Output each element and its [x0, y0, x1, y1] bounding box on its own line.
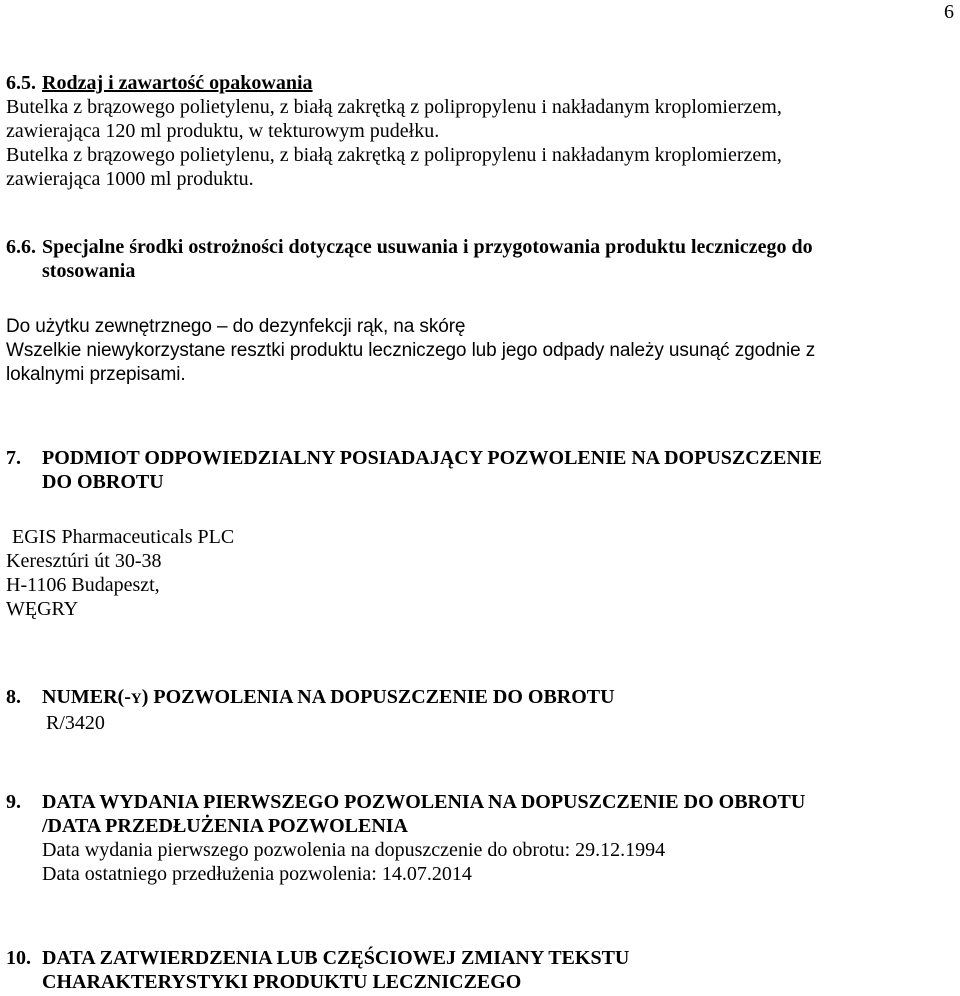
- section-7-address: [6, 525, 950, 621]
- section-6-6-title-line-1: Specjalne środki ostrożności dotyczące usuwania i przygotowania produktu leczniczego do: [42, 236, 813, 258]
- section-6-6-heading: [6, 235, 950, 259]
- section-6-5-heading: [6, 71, 950, 95]
- section-8-title-b: Y: [130, 691, 142, 707]
- address-street: Keresztúri út 30-38: [6, 550, 162, 572]
- section-6-6-line-2: Wszelkie niewykorzystane resztki produktu leczniczego lub jego odpady należy usunąć zgodnie z: [6, 340, 816, 361]
- address-country: WĘGRY: [6, 598, 79, 620]
- section-8-heading: [6, 685, 950, 711]
- section-9-heading: [6, 790, 950, 814]
- section-6-6-line-3: lokalnymi przepisami.: [6, 364, 186, 385]
- address-city: H-1106 Budapeszt,: [6, 574, 160, 596]
- section-10-heading: [6, 946, 950, 970]
- section-7-title-line-2: DO OBROTU: [42, 471, 164, 493]
- section-10-title-line-1: DATA ZATWIERDZENIA LUB CZĘŚCIOWEJ ZMIANY TEKSTU: [42, 947, 630, 969]
- address-company: EGIS Pharmaceuticals PLC: [12, 526, 235, 548]
- authorization-number: R/3420: [46, 712, 105, 734]
- section-6-6-number: 6.6.: [6, 236, 36, 258]
- section-10: [6, 946, 950, 994]
- section-6-6-title-line-2: stosowania: [42, 260, 136, 282]
- section-6-5-line-4: zawierająca 1000 ml produktu.: [6, 168, 254, 190]
- section-6-6: [6, 235, 950, 283]
- section-8: [6, 685, 950, 735]
- first-authorization-date: Data wydania pierwszego pozwolenia na dopuszczenie do obrotu: 29.12.1994: [42, 839, 666, 861]
- section-6-6-line-1: Do użytku zewnętrznego – do dezynfekcji rąk, na skórę: [6, 316, 466, 337]
- section-8-title-a: NUMER(-: [42, 686, 131, 708]
- section-6-5-number: 6.5.: [6, 72, 36, 94]
- section-7-heading: [6, 446, 950, 470]
- section-7: [6, 446, 950, 494]
- section-6-5: [6, 71, 950, 191]
- section-6-5-title: Rodzaj i zawartość opakowania: [42, 72, 313, 94]
- renewal-date: Data ostatniego przedłużenia pozwolenia: 14.07.2014: [42, 863, 472, 885]
- page-number: 6: [944, 1, 954, 23]
- section-9-number: 9.: [6, 791, 21, 813]
- section-7-title-line-1: PODMIOT ODPOWIEDZIALNY POSIADAJĄCY POZWOLENIE NA DOPUSZCZENIE: [42, 447, 822, 469]
- section-6-5-line-2: zawierająca 120 ml produktu, w tekturowym pudełku.: [6, 120, 440, 142]
- section-9: [6, 790, 950, 886]
- section-10-number: 10.: [6, 947, 31, 969]
- section-6-6-body: [6, 315, 950, 387]
- section-10-title-line-2: CHARAKTERYSTYKI PRODUKTU LECZNICZEGO: [42, 971, 522, 993]
- section-9-title-line-2: /DATA PRZEDŁUŻENIA POZWOLENIA: [42, 815, 408, 837]
- section-7-number: 7.: [6, 447, 21, 469]
- section-8-title-c: ) POZWOLENIA NA DOPUSZCZENIE DO OBROTU: [141, 686, 615, 708]
- section-6-5-line-3: Butelka z brązowego polietylenu, z białą zakrętką z polipropylenu i nakładanym kroplomierzem,: [6, 144, 782, 166]
- section-6-5-line-1: Butelka z brązowego polietylenu, z białą zakrętką z polipropylenu i nakładanym kroplomierzem,: [6, 96, 782, 118]
- section-8-number: 8.: [6, 686, 21, 708]
- section-9-title-line-1: DATA WYDANIA PIERWSZEGO POZWOLENIA NA DOPUSZCZENIE DO OBROTU: [42, 791, 806, 813]
